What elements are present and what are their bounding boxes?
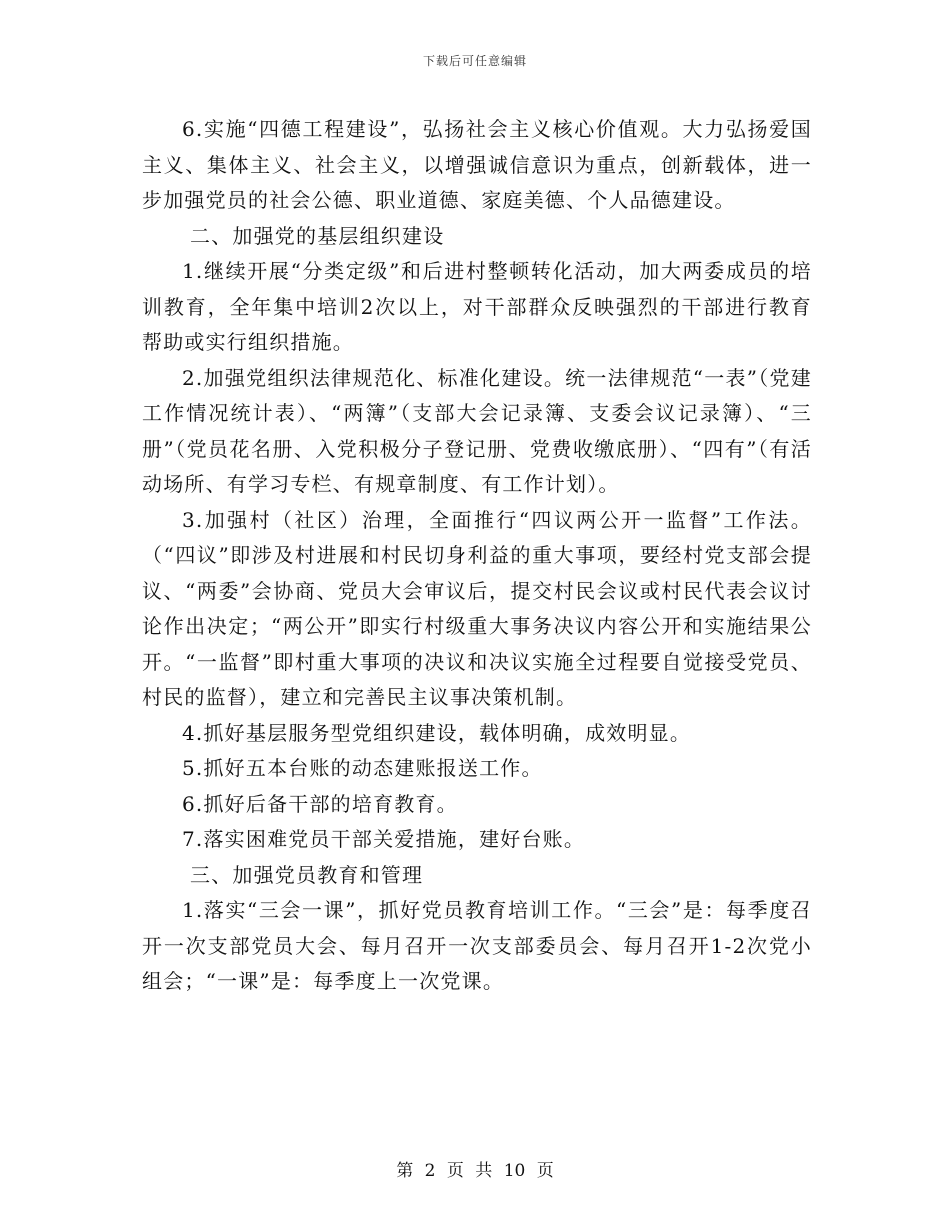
paragraph-item-1: 1.继续开展“分类定级”和后进村整顿转化活动，加大两委成员的培训教育，全年集中培训2次以上，对干部群众反映强烈的干部进行教育帮助或实行组织措施。 bbox=[142, 259, 812, 354]
paragraph-item-2: 2.加强党组织法律规范化、标准化建设。统一法律规范“一表”（党建工作情况统计表）、“两簿”（支部大会记录簿、支委会议记录簿）、“三册”（党员花名册、入党积极分子登记册、党费收缴底册）、“四有”（有活动场所、有学习专栏、有规章制度、有工作计划）。 bbox=[142, 365, 812, 496]
paragraph-item-4: 4.抓好基层服务型党组织建设，载体明确，成效明显。 bbox=[182, 720, 692, 745]
section-heading-3: 三、加强党员教育和管理 bbox=[190, 862, 424, 887]
paragraph-item-6: 6.实施“四德工程建设”，弘扬社会主义核心价值观。大力弘扬爱国主义、集体主义、社会主义，以增强诚信意识为重点，创新载体，进一步加强党员的社会公德、职业道德、家庭美德、个人品德建设。 bbox=[142, 117, 812, 212]
header-note: 下载后可任意编辑 bbox=[422, 54, 527, 68]
paragraph-item-1b: 1.落实“三会一课”，抓好党员教育培训工作。“三会”是：每季度召开一次支部党员大会、每月召开一次支部委员会、每月召开1-2次党小组会；“一课”是：每季度上一次党课。 bbox=[142, 898, 812, 993]
section-heading-2: 二、加强党的基层组织建设 bbox=[190, 223, 445, 248]
paragraph-item-5: 5.抓好五本台账的动态建账报送工作。 bbox=[182, 756, 543, 780]
paragraph-item-3: 3.加强村（社区）治理，全面推行“四议两公开一监督”工作法。（“四议”即涉及村进展和村民切身利益的重大事项，要经村党支部会提议、“两委”会协商、党员大会审议后，提交村民会议或村民代表会议讨论作出决定；“两公开”即实行村级重大事务决议内容公开和实施结果公开。“一监督”即村重大事项的决议和决议实施全过程要自觉接受党员、村民的监督），建立和完善民主议事决策机制。 bbox=[142, 507, 812, 709]
document-body bbox=[142, 112, 812, 1000]
page-number: 第 2 页 共 10 页 bbox=[396, 1161, 554, 1181]
paragraph-item-7: 7.落实困难党员干部关爱措施，建好台账。 bbox=[182, 827, 586, 851]
paragraph-item-6b: 6.抓好后备干部的培育教育。 bbox=[182, 791, 458, 816]
